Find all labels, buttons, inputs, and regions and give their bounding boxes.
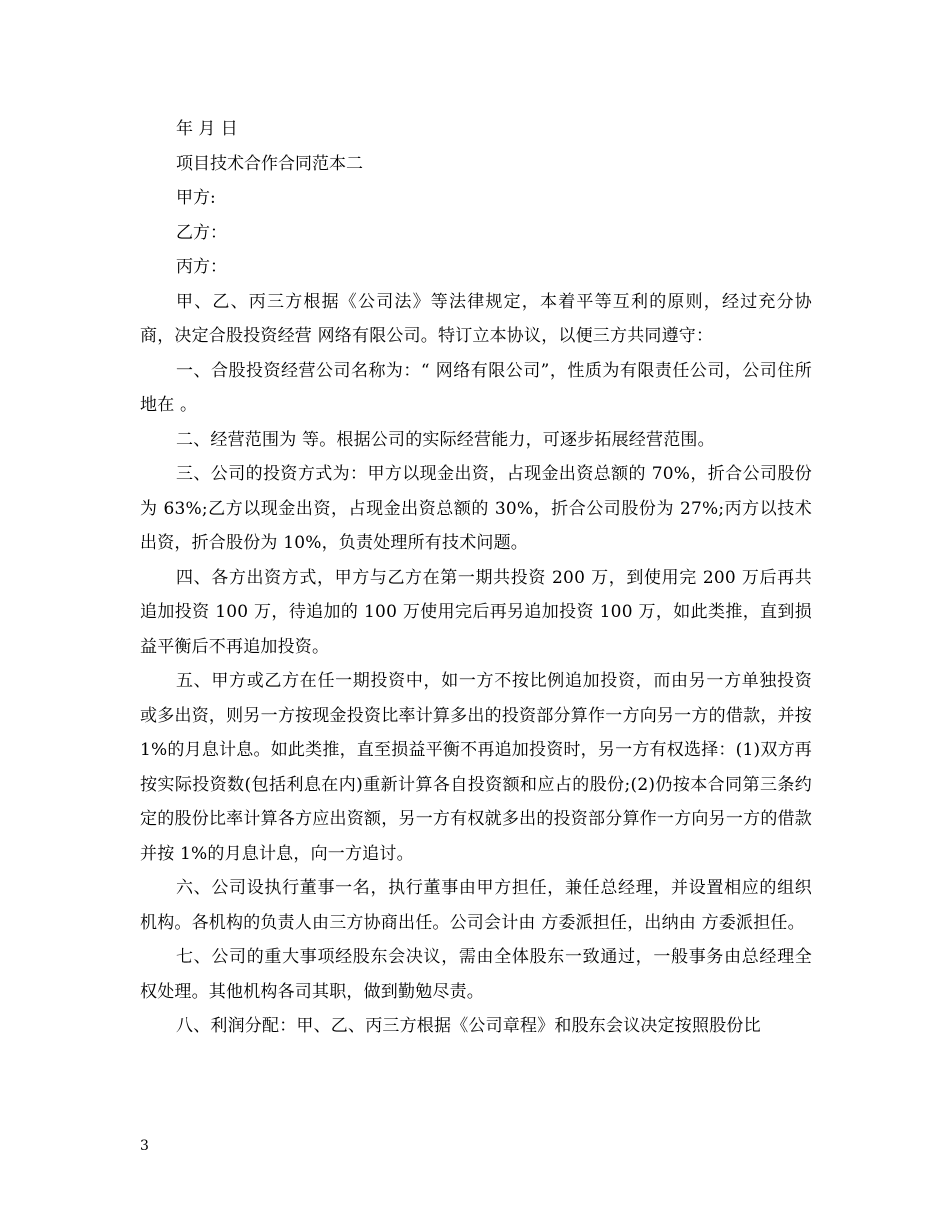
party-b-line: 乙方： (176, 222, 227, 243)
clause-5-paragraph: 五、甲方或乙方在任一期投资中，如一方不按比例追加投资，而由另一方单独投资或多出资，则另一方按现金投资比率计算多出的投资部分算作一方向另一方的借款，并按 1%的月息计息。如此类推，直至损益平衡不再追加投资时，另一方有权选择：(1)双方再按实际投资数(包括利息在内)重新计算各自投资额和应占的股份;(2)仍按本合同第三条约定的股份比率计算各方应出资额，另一方有权就多出的投资部分算作一方向另一方的借款并按 1%的月息计息，向一方追讨。 (140, 671, 812, 864)
clause-1-paragraph: 一、合股投资经营公司名称为：“ 网络有限公司”，性质为有限责任公司，公司住所地在 。 (140, 360, 812, 415)
clause-6-paragraph: 六、公司设执行董事一名，执行董事由甲方担任，兼任总经理，并设置相应的组织机构。各机构的负责人由三方协商出任。公司会计由 方委派担任，出纳由 方委派担任。 (140, 878, 812, 933)
party-a-line: 甲方: (176, 188, 216, 208)
date-line: 年 月 日 (176, 119, 238, 139)
preamble-paragraph: 甲、乙、丙三方根据《公司法》等法律规定，本着平等互利的原则，经过充分协商，决定合股投资经营 网络有限公司。特订立本协议，以便三方共同遵守： (140, 291, 812, 346)
clause-7-paragraph: 七、公司的重大事项经股东会决议，需由全体股东一致通过，一般事务由总经理全权处理。其他机构各司其职，做到勤勉尽责。 (140, 947, 812, 1002)
document-body (140, 112, 812, 1044)
clause-8-paragraph: 八、利润分配：甲、乙、丙三方根据《公司章程》和股东会议决定按照股份比 (176, 1016, 761, 1036)
party-c-line: 丙方： (176, 257, 227, 277)
clause-4-paragraph: 四、各方出资方式，甲方与乙方在第一期共投资 200 万，到使用完 200 万后再共追加投资 100 万，待追加的 100 万使用完后再另追加投资 100 万，如此类推，直到损益平衡后不再追加投资。 (140, 567, 812, 657)
clause-2-paragraph: 二、经营范围为 等。根据公司的实际经营能力，可逐步拓展经营范围。 (176, 429, 715, 450)
document-title: 项目技术合作合同范本二 (176, 153, 363, 174)
page-number: 3 (140, 1138, 149, 1154)
clause-3-paragraph: 三、公司的投资方式为：甲方以现金出资，占现金出资总额的 70%，折合公司股份为 63%;乙方以现金出资，占现金出资总额的 30%，折合公司股份为 27%;丙方以技术出资，折合股份为 10%，负责处理所有技术问题。 (140, 464, 812, 553)
